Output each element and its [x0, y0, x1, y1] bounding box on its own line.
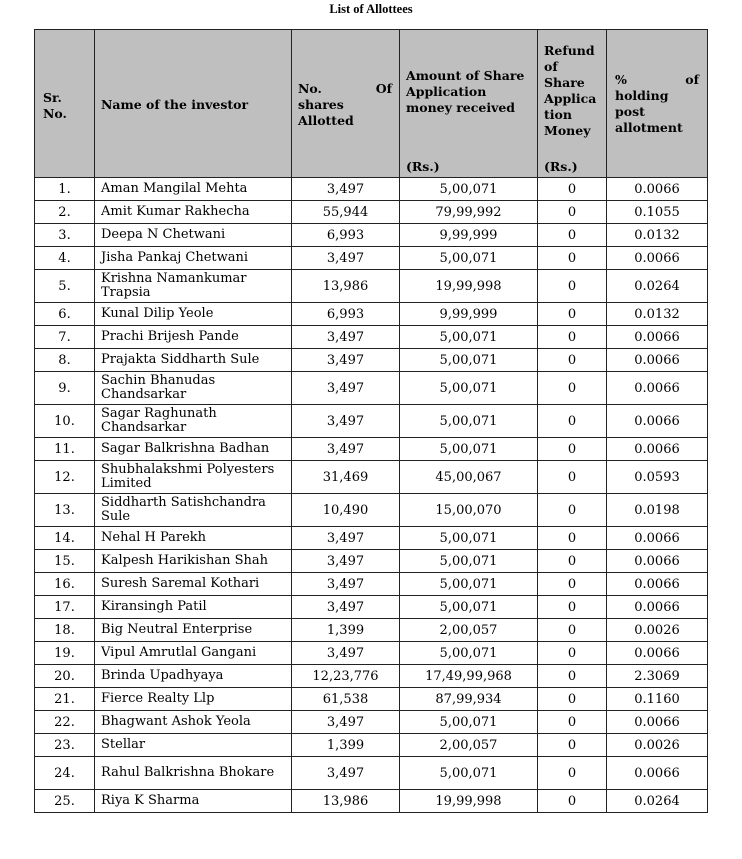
allottees-table: [34, 29, 708, 813]
investor-name-cell: Kalpesh Harikishan Shah: [95, 550, 292, 573]
header-amount-received: Amount of Share Application money received (Rs.): [400, 30, 538, 178]
holding-percent-cell: 0.0264: [607, 790, 708, 813]
table-row: [35, 270, 708, 303]
table-row: [35, 326, 708, 349]
holding-percent-cell: 0.0132: [607, 303, 708, 326]
holding-percent-cell: 2.3069: [607, 665, 708, 688]
refund-cell: 0: [538, 642, 607, 665]
investor-name-cell: Deepa N Chetwani: [95, 224, 292, 247]
shares-cell: 55,944: [292, 201, 400, 224]
amount-cell: 5,00,071: [400, 372, 538, 405]
table-row: [35, 461, 708, 494]
refund-cell: 0: [538, 461, 607, 494]
investor-name-cell: Prajakta Siddharth Sule: [95, 349, 292, 372]
table-row: [35, 665, 708, 688]
table-row: [35, 757, 708, 790]
table-row: [35, 372, 708, 405]
amount-cell: 5,00,071: [400, 349, 538, 372]
investor-name-cell: Sagar Balkrishna Badhan: [95, 438, 292, 461]
investor-name-cell: Kiransingh Patil: [95, 596, 292, 619]
sr-no-cell: 7.: [35, 326, 95, 349]
refund-cell: 0: [538, 270, 607, 303]
investor-name-cell: Brinda Upadhyaya: [95, 665, 292, 688]
sr-no-cell: 24.: [35, 757, 95, 790]
table-row: [35, 550, 708, 573]
sr-no-cell: 14.: [35, 527, 95, 550]
holding-percent-cell: 0.0066: [607, 757, 708, 790]
holding-percent-cell: 0.0066: [607, 247, 708, 270]
header-shares-allotted: No. Of shares Allotted: [292, 30, 400, 178]
amount-cell: 5,00,071: [400, 178, 538, 201]
investor-name-cell: Big Neutral Enterprise: [95, 619, 292, 642]
investor-name-cell: Jisha Pankaj Chetwani: [95, 247, 292, 270]
refund-cell: 0: [538, 405, 607, 438]
sr-no-cell: 8.: [35, 349, 95, 372]
holding-percent-cell: 0.0066: [607, 642, 708, 665]
shares-cell: 3,497: [292, 711, 400, 734]
amount-cell: 17,49,99,968: [400, 665, 538, 688]
investor-name-cell: Rahul Balkrishna Bhokare: [95, 757, 292, 790]
refund-cell: 0: [538, 757, 607, 790]
sr-no-cell: 11.: [35, 438, 95, 461]
sr-no-cell: 3.: [35, 224, 95, 247]
document-title: List of Allottees: [329, 2, 413, 16]
shares-cell: 3,497: [292, 642, 400, 665]
amount-cell: 79,99,992: [400, 201, 538, 224]
investor-name-cell: Prachi Brijesh Pande: [95, 326, 292, 349]
sr-no-cell: 19.: [35, 642, 95, 665]
holding-percent-cell: 0.1160: [607, 688, 708, 711]
shares-cell: 61,538: [292, 688, 400, 711]
sr-no-cell: 23.: [35, 734, 95, 757]
sr-no-cell: 22.: [35, 711, 95, 734]
amount-cell: 2,00,057: [400, 734, 538, 757]
sr-no-cell: 17.: [35, 596, 95, 619]
investor-name-cell: Bhagwant Ashok Yeola: [95, 711, 292, 734]
holding-percent-cell: 0.0132: [607, 224, 708, 247]
investor-name-cell: Sagar Raghunath Chandsarkar: [95, 405, 292, 438]
table-row: [35, 201, 708, 224]
refund-cell: 0: [538, 619, 607, 642]
shares-cell: 6,993: [292, 303, 400, 326]
sr-no-cell: 25.: [35, 790, 95, 813]
amount-cell: 5,00,071: [400, 438, 538, 461]
holding-percent-cell: 0.0066: [607, 326, 708, 349]
investor-name-cell: Aman Mangilal Mehta: [95, 178, 292, 201]
table-row: [35, 642, 708, 665]
shares-cell: 3,497: [292, 405, 400, 438]
table-row: [35, 688, 708, 711]
holding-percent-cell: 0.0066: [607, 711, 708, 734]
amount-cell: 19,99,998: [400, 270, 538, 303]
investor-name-cell: Nehal H Parekh: [95, 527, 292, 550]
amount-cell: 9,99,999: [400, 224, 538, 247]
refund-cell: 0: [538, 734, 607, 757]
shares-cell: 3,497: [292, 178, 400, 201]
sr-no-cell: 15.: [35, 550, 95, 573]
table-body: [35, 178, 708, 813]
shares-cell: 3,497: [292, 550, 400, 573]
shares-cell: 3,497: [292, 372, 400, 405]
amount-cell: 5,00,071: [400, 757, 538, 790]
holding-percent-cell: 0.0066: [607, 178, 708, 201]
header-holding-percent: % of holding post allotment: [607, 30, 708, 178]
amount-cell: 87,99,934: [400, 688, 538, 711]
sr-no-cell: 2.: [35, 201, 95, 224]
amount-cell: 5,00,071: [400, 527, 538, 550]
table-row: [35, 711, 708, 734]
sr-no-cell: 12.: [35, 461, 95, 494]
table-row: [35, 405, 708, 438]
holding-percent-cell: 0.0026: [607, 619, 708, 642]
shares-cell: 3,497: [292, 349, 400, 372]
table-row: [35, 178, 708, 201]
sr-no-cell: 20.: [35, 665, 95, 688]
refund-cell: 0: [538, 224, 607, 247]
amount-cell: 5,00,071: [400, 596, 538, 619]
table-row: [35, 573, 708, 596]
shares-cell: 10,490: [292, 494, 400, 527]
investor-name-cell: Siddharth Satishchandra Sule: [95, 494, 292, 527]
shares-cell: 6,993: [292, 224, 400, 247]
shares-cell: 3,497: [292, 247, 400, 270]
shares-cell: 3,497: [292, 573, 400, 596]
sr-no-cell: 1.: [35, 178, 95, 201]
investor-name-cell: Fierce Realty Llp: [95, 688, 292, 711]
shares-cell: 31,469: [292, 461, 400, 494]
holding-percent-cell: 0.0264: [607, 270, 708, 303]
holding-percent-cell: 0.0593: [607, 461, 708, 494]
amount-cell: 5,00,071: [400, 247, 538, 270]
refund-cell: 0: [538, 349, 607, 372]
amount-cell: 9,99,999: [400, 303, 538, 326]
refund-cell: 0: [538, 527, 607, 550]
holding-percent-cell: 0.0066: [607, 438, 708, 461]
amount-cell: 5,00,071: [400, 405, 538, 438]
refund-cell: 0: [538, 438, 607, 461]
sr-no-cell: 10.: [35, 405, 95, 438]
shares-cell: 13,986: [292, 790, 400, 813]
amount-cell: 5,00,071: [400, 573, 538, 596]
investor-name-cell: Vipul Amrutlal Gangani: [95, 642, 292, 665]
investor-name-cell: Sachin Bhanudas Chandsarkar: [95, 372, 292, 405]
sr-no-cell: 13.: [35, 494, 95, 527]
refund-cell: 0: [538, 711, 607, 734]
refund-cell: 0: [538, 596, 607, 619]
amount-cell: 19,99,998: [400, 790, 538, 813]
refund-cell: 0: [538, 326, 607, 349]
holding-percent-cell: 0.0066: [607, 596, 708, 619]
refund-cell: 0: [538, 688, 607, 711]
investor-name-cell: Suresh Saremal Kothari: [95, 573, 292, 596]
investor-name-cell: Shubhalakshmi Polyesters Limited: [95, 461, 292, 494]
amount-cell: 5,00,071: [400, 642, 538, 665]
refund-unit: (Rs.): [544, 159, 578, 174]
header-refund: Refund of Share Applica tion Money (Rs.): [538, 30, 607, 178]
table-row: [35, 790, 708, 813]
sr-no-cell: 5.: [35, 270, 95, 303]
holding-percent-cell: 0.1055: [607, 201, 708, 224]
refund-cell: 0: [538, 494, 607, 527]
refund-cell: 0: [538, 573, 607, 596]
header-sr-no: Sr. No.: [35, 30, 95, 178]
amount-cell: 2,00,057: [400, 619, 538, 642]
shares-cell: 1,399: [292, 619, 400, 642]
amount-cell: 15,00,070: [400, 494, 538, 527]
sr-no-cell: 18.: [35, 619, 95, 642]
amount-cell: 5,00,071: [400, 326, 538, 349]
sr-no-cell: 21.: [35, 688, 95, 711]
shares-cell: 3,497: [292, 438, 400, 461]
table-header-row: [35, 30, 708, 178]
amount-cell: 5,00,071: [400, 711, 538, 734]
amount-unit: (Rs.): [406, 159, 440, 174]
investor-name-cell: Stellar: [95, 734, 292, 757]
shares-cell: 3,497: [292, 326, 400, 349]
shares-cell: 13,986: [292, 270, 400, 303]
table-row: [35, 619, 708, 642]
header-investor-name: Name of the investor: [95, 30, 292, 178]
investor-name-cell: Riya K Sharma: [95, 790, 292, 813]
table-row: [35, 438, 708, 461]
table-row: [35, 527, 708, 550]
holding-percent-cell: 0.0026: [607, 734, 708, 757]
refund-cell: 0: [538, 247, 607, 270]
refund-cell: 0: [538, 201, 607, 224]
holding-percent-cell: 0.0066: [607, 550, 708, 573]
table-row: [35, 349, 708, 372]
holding-percent-cell: 0.0198: [607, 494, 708, 527]
shares-cell: 3,497: [292, 757, 400, 790]
holding-percent-cell: 0.0066: [607, 527, 708, 550]
sr-no-cell: 4.: [35, 247, 95, 270]
amount-cell: 45,00,067: [400, 461, 538, 494]
table-row: [35, 494, 708, 527]
table-row: [35, 247, 708, 270]
shares-cell: 3,497: [292, 527, 400, 550]
refund-cell: 0: [538, 550, 607, 573]
holding-percent-cell: 0.0066: [607, 573, 708, 596]
investor-name-cell: Krishna Namankumar Trapsia: [95, 270, 292, 303]
sr-no-cell: 9.: [35, 372, 95, 405]
shares-cell: 1,399: [292, 734, 400, 757]
holding-percent-cell: 0.0066: [607, 372, 708, 405]
investor-name-cell: Kunal Dilip Yeole: [95, 303, 292, 326]
investor-name-cell: Amit Kumar Rakhecha: [95, 201, 292, 224]
shares-cell: 12,23,776: [292, 665, 400, 688]
holding-percent-cell: 0.0066: [607, 405, 708, 438]
amount-cell: 5,00,071: [400, 550, 538, 573]
shares-cell: 3,497: [292, 596, 400, 619]
refund-cell: 0: [538, 303, 607, 326]
refund-cell: 0: [538, 372, 607, 405]
refund-cell: 0: [538, 178, 607, 201]
table-row: [35, 303, 708, 326]
table-row: [35, 596, 708, 619]
table-row: [35, 224, 708, 247]
holding-percent-cell: 0.0066: [607, 349, 708, 372]
table-row: [35, 734, 708, 757]
refund-cell: 0: [538, 790, 607, 813]
refund-cell: 0: [538, 665, 607, 688]
sr-no-cell: 16.: [35, 573, 95, 596]
sr-no-cell: 6.: [35, 303, 95, 326]
